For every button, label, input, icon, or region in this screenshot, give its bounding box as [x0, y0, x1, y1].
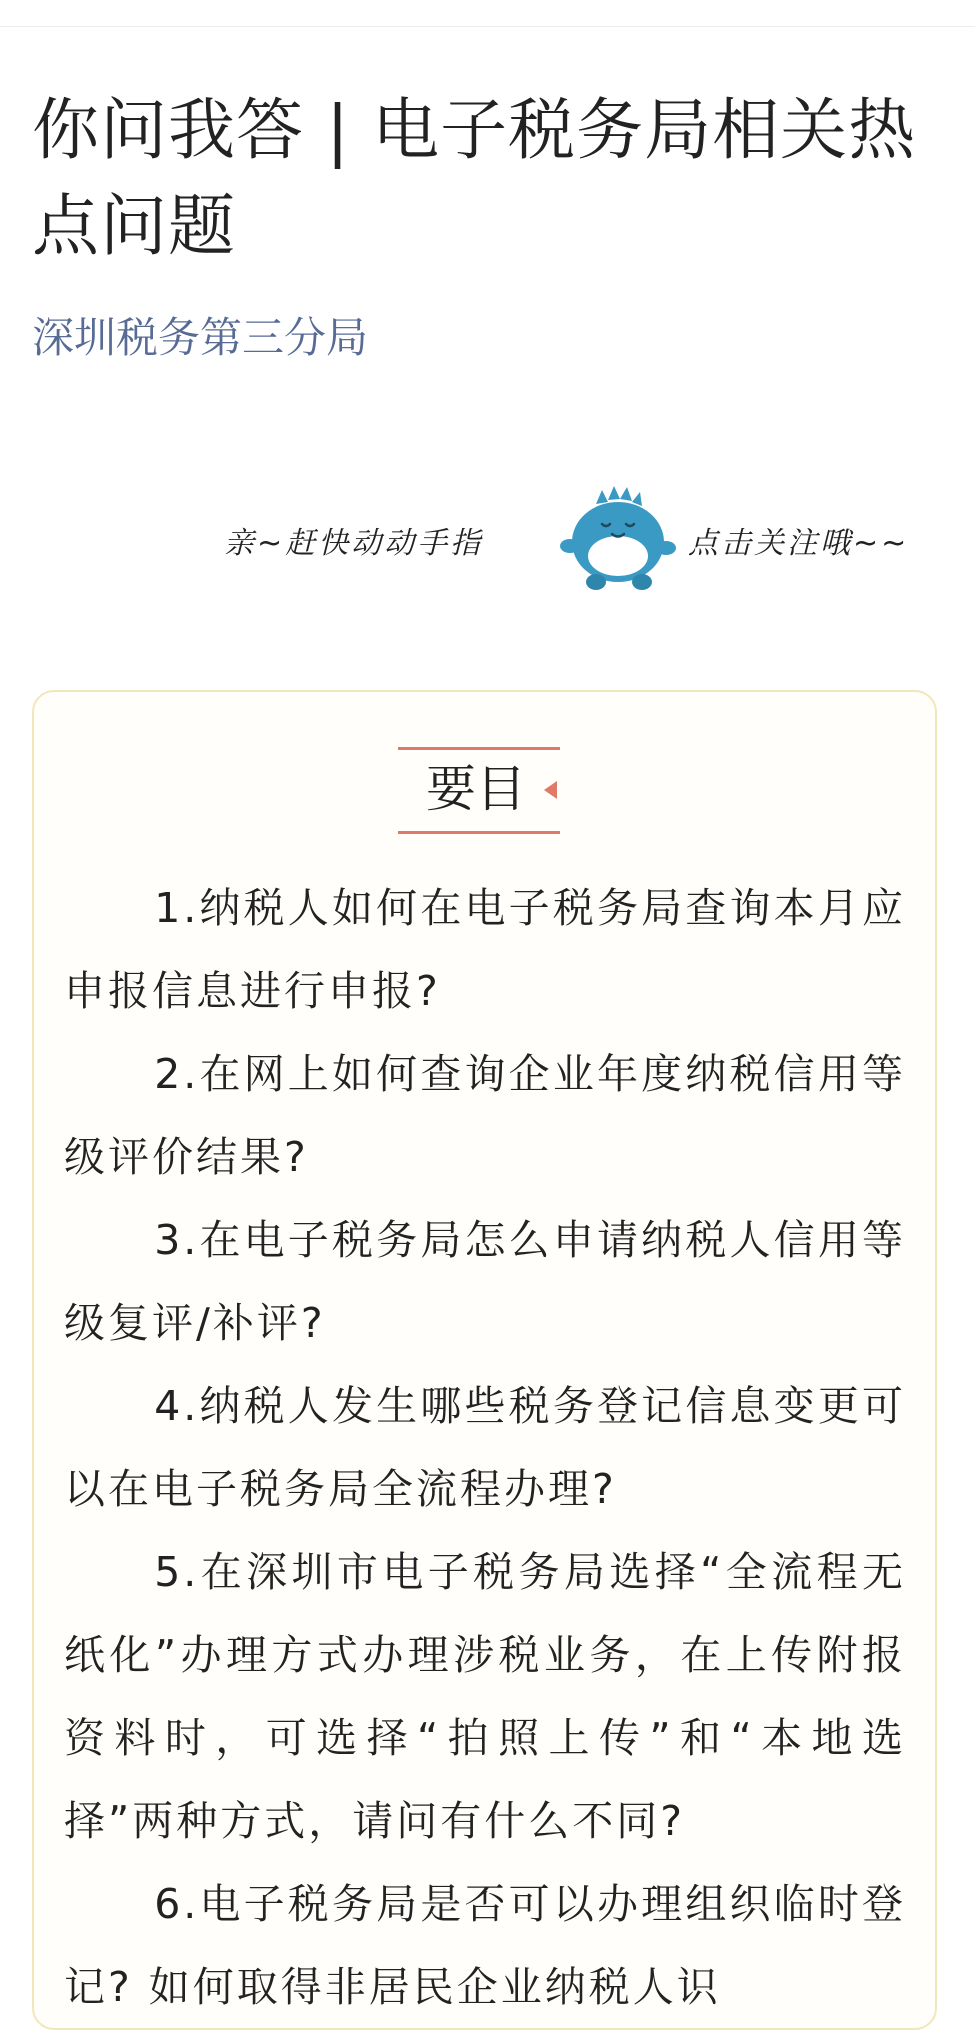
summary-item: 6.电子税务局是否可以办理组织临时登记? 如何取得非居民企业纳税人识	[64, 1880, 906, 2011]
summary-card	[32, 690, 937, 2030]
summary-item: 3.在电子税务局怎么申请纳税人信用等级复评/补评?	[64, 1216, 906, 1347]
summary-heading	[398, 747, 560, 833]
summary-item: 1.纳税人如何在电子税务局查询本月应申报信息进行申报?	[64, 884, 906, 1015]
summary-item: 2.在网上如何查询企业年度纳税信用等级评价结果?	[64, 1050, 906, 1181]
follow-banner[interactable]	[0, 480, 975, 605]
article-title: 你问我答 | 电子税务局相关热点问题	[32, 91, 917, 265]
summary-item: 4.纳税人发生哪些税务登记信息变更可以在电子税务局全流程办理?	[64, 1382, 906, 1513]
summary-item: 5.在深圳市电子税务局选择“全流程无纸化”办理方式办理涉税业务，在上传附报资料时，可选择“拍照上传”和“本地选择”两种方式，请问有什么不同?	[64, 1548, 906, 1845]
heading-arrow-icon	[544, 781, 557, 799]
follow-prompt-right: 点击关注哦~~	[688, 526, 910, 561]
mascot-icon	[556, 486, 680, 598]
follow-prompt-left: 亲~赶快动动手指	[224, 526, 484, 561]
top-divider	[0, 26, 975, 27]
heading-top-rule	[398, 747, 560, 750]
summary-heading-text: 要目	[426, 760, 526, 818]
heading-bottom-rule	[398, 831, 560, 834]
summary-list	[64, 867, 906, 2029]
account-name-link[interactable]: 深圳税务第三分局	[32, 313, 369, 362]
